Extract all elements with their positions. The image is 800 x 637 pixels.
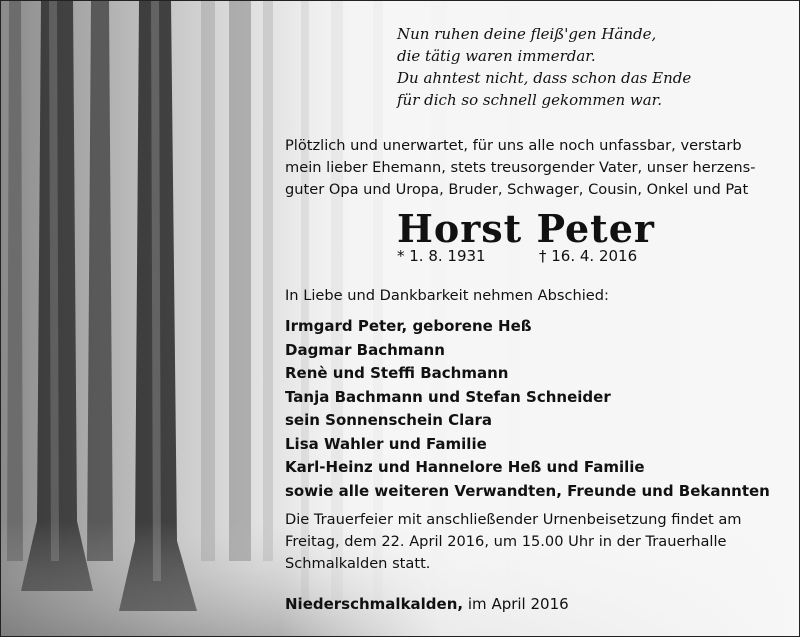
death-date: † 16. 4. 2016 [539,247,638,265]
memorial-poem [397,23,691,111]
announcement-line: Plötzlich und unerwartet, für uns alle noch unfassbar, verstarb [285,137,742,154]
announcement-line: mein lieber Ehemann, stets treusorgender Vater, unser herzens- [285,159,756,176]
announcement-text [285,135,756,201]
poem-line: Nun ruhen deine fleiß'gen Hände, [397,25,657,43]
mourner-line: Dagmar Bachmann [285,340,445,359]
mourner-line: Tanja Bachmann und Stefan Schneider [285,387,611,406]
announcement-line: guter Opa und Uropa, Bruder, Schwager, Cousin, Onkel und Pat [285,181,749,198]
life-dates [397,247,637,265]
mourner-line: sowie alle weiteren Verwandten, Freunde und Bekannten [285,481,770,500]
poem-line: Du ahntest nicht, dass schon das Ende [397,69,692,87]
mourner-line: Lisa Wahler und Familie [285,434,487,453]
mourner-line: Irmgard Peter, geborene Heß [285,317,532,335]
place-and-date [285,595,569,613]
deceased-name: Horst Peter [397,206,655,251]
mourner-line: Karl-Heinz und Hannelore Heß und Familie [285,458,645,476]
farewell-heading: In Liebe und Dankbarkeit nehmen Abschied: [285,287,609,304]
mourner-line: sein Sonnenschein Clara [285,411,492,429]
notice-date: im April 2016 [467,595,569,613]
poem-line: für dich so schnell gekommen war. [397,91,662,109]
funeral-line: Freitag, dem 22. April 2016, um 15.00 Uhr in der Trauerhalle [285,533,727,550]
mourner-line: Renè und Steffi Bachmann [285,364,509,382]
birth-date: * 1. 8. 1931 [397,247,486,265]
funeral-line: Die Trauerfeier mit anschließender Urnenbeisetzung findet am [285,511,742,528]
place: Niederschmalkalden, [285,595,464,613]
poem-line: die tätig waren immerdar. [397,47,596,65]
mourners-list [285,315,770,503]
funeral-line: Schmalkalden statt. [285,555,431,572]
funeral-details [285,509,742,575]
